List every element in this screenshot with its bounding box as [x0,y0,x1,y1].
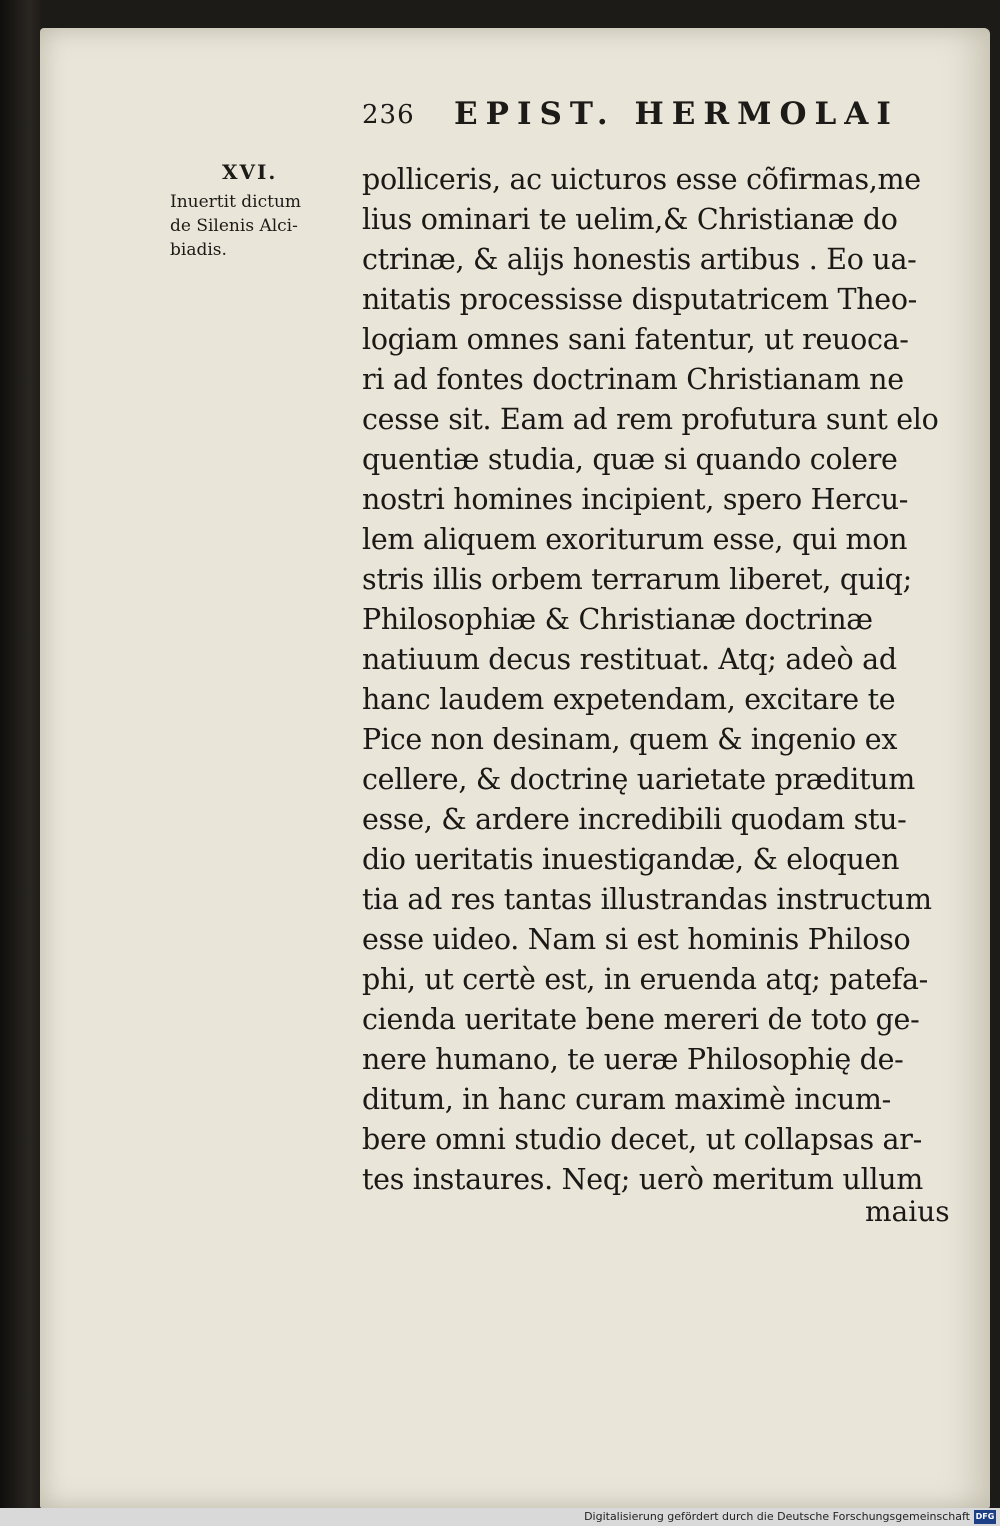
text-line: dio ueritatis inuestigandæ, & eloquen [362,843,900,876]
body-text [362,160,962,1200]
text-line: esse, & ardere incredibili quodam stu- [362,803,907,836]
text-line: cesse sit. Eam ad rem profutura sunt elo [362,403,939,436]
text-line: polliceris, ac uicturos esse cõfirmas,me [362,163,921,196]
dfg-logo: DFG [974,1510,996,1524]
text-line: quentiæ studia, quæ si quando colere [362,443,898,476]
text-line: hanc laudem expetendam, excitare te [362,683,896,716]
text-line: phi, ut certè est, in eruenda atq; patefa- [362,963,928,996]
text-line: bere omni studio decet, ut collapsas ar- [362,1123,922,1156]
text-line: natiuum decus restituat. Atq; adeò ad [362,643,897,676]
text-line: tia ad res tantas illustrandas instructum [362,883,932,916]
margin-note-line: biadis. [170,240,227,260]
margin-note-line: de Silenis Alci- [170,216,298,236]
text-line: logiam omnes sani fatentur, ut reuoca- [362,323,909,356]
text-line: lius ominari te uelim,& Christianæ do [362,203,898,236]
text-line: tes instaures. Neq; uerò meritum ullum [362,1163,923,1196]
text-line: cellere, & doctrinę uarietate præditum [362,763,916,796]
text-line: stris illis orbem terrarum liberet, quiq; [362,563,912,596]
page-number: 236 [362,100,415,130]
text-line: ditum, in hanc curam maximè incum- [362,1083,891,1116]
text-line: lem aliquem exoriturum esse, qui mon [362,523,908,556]
text-line: nostri homines incipient, spero Hercu- [362,483,909,516]
text-line: cienda ueritate bene mereri de toto ge- [362,1003,920,1036]
margin-note-line: Inuertit dictum [170,192,302,212]
text-line: esse uideo. Nam si est hominis Philoso [362,923,911,956]
running-head: EPIST. HERMOLAI [454,96,899,132]
text-line: nitatis processisse disputatricem Theo- [362,283,918,316]
margin-note-number: XVI. [222,160,278,184]
text-line: Philosophiæ & Christianæ doctrinæ [362,603,873,636]
funding-credit: Digitalisierung gefördert durch die Deutsche Forschungsgemeinschaft [584,1510,970,1523]
text-line: ctrinæ, & alijs honestis artibus . Eo ua- [362,243,917,276]
text-line: ri ad fontes doctrinam Christianam ne [362,363,904,396]
text-line: nere humano, te ueræ Philosophię de- [362,1043,904,1076]
catchword: maius [865,1195,950,1228]
text-line: Pice non desinam, quem & ingenio ex [362,723,898,756]
